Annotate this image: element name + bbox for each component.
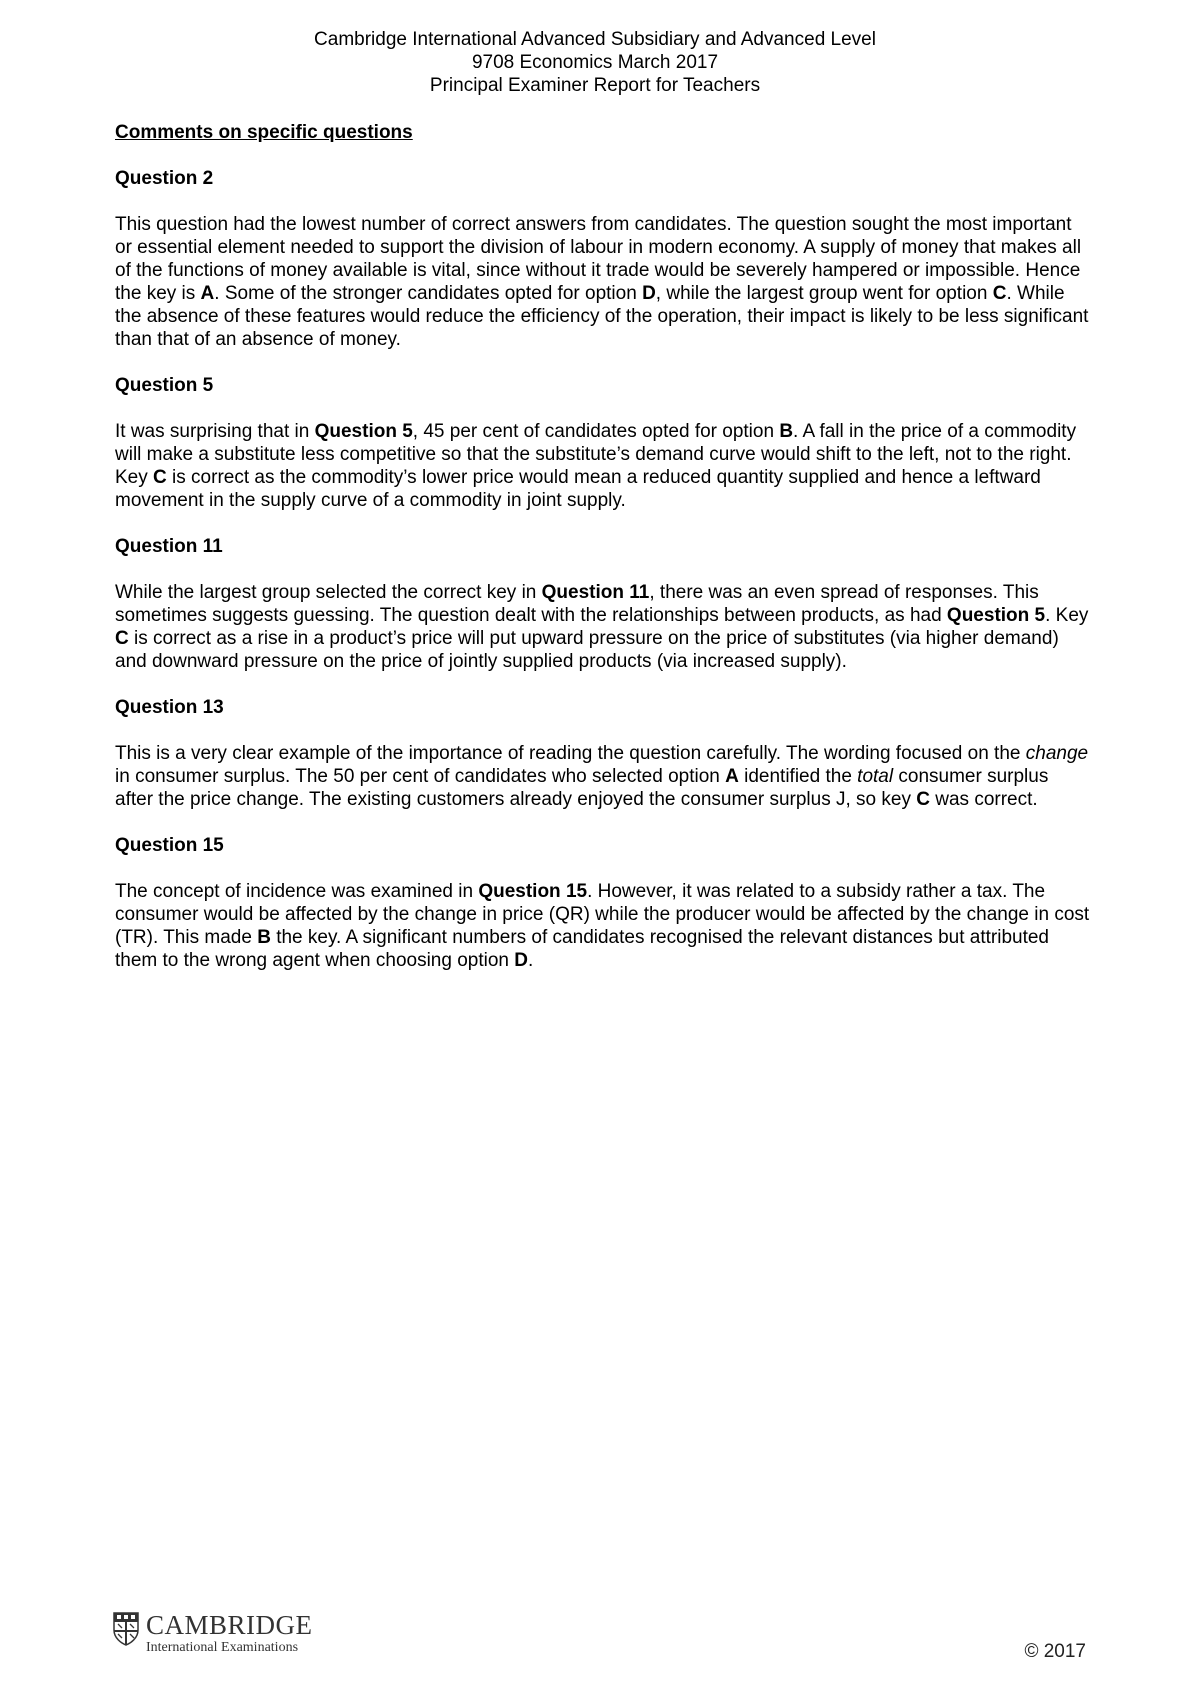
text-segment: . Some of the stronger candidates opted for option — [214, 283, 643, 304]
text-segment: It was surprising that in — [115, 421, 315, 442]
header-line-3: Principal Examiner Report for Teachers — [429, 75, 761, 96]
question-comment — [115, 581, 1090, 673]
question-comment — [115, 880, 1090, 972]
bold-text: Question 11 — [541, 582, 650, 603]
bold-text: B — [779, 421, 794, 442]
page-header — [0, 28, 1190, 97]
logo-wordmark: CAMBRIDGE — [146, 1610, 313, 1640]
italic-text: total — [857, 766, 894, 787]
bold-text: A — [725, 766, 739, 787]
bold-text: Question 5 — [946, 605, 1046, 626]
text-segment: , there was an even spread of responses. This sometimes suggests guessing. The question dealt with the relationships between products, as had — [115, 582, 1039, 626]
text-segment: This is a very clear example of the importance of reading the question carefully. The wording focused on the — [115, 743, 1026, 764]
text-segment: While the largest group selected the correct key in — [115, 582, 542, 603]
section-heading: Comments on specific questions — [115, 122, 413, 143]
questions-list — [115, 167, 1090, 972]
question-title: Question 5 — [115, 375, 214, 396]
bold-text: C — [916, 789, 930, 810]
question-comment — [115, 742, 1090, 811]
text-segment: is correct as the commodity’s lower price would mean a reduced quantity supplied and hence a leftward movement in the supply curve of a commodity in joint supply. — [115, 467, 1041, 511]
question-comment — [115, 420, 1090, 512]
text-segment: , while the largest group went for option — [655, 283, 993, 304]
text-segment: . A fall in the price of a commodity will make a substitute less competitive so that the substitute’s demand curve would shift to the left, not to the right. Key — [115, 421, 1077, 488]
bold-text: B — [257, 927, 271, 948]
text-segment: , 45 per cent of candidates opted for option — [412, 421, 780, 442]
text-segment: . Key — [1045, 605, 1089, 626]
bold-text: D — [642, 283, 656, 304]
text-segment: identified the — [738, 766, 858, 787]
question-title: Question 2 — [115, 168, 214, 189]
bold-text: C — [115, 628, 129, 649]
text-segment: in consumer surplus. The 50 per cent of candidates who selected option — [115, 766, 726, 787]
text-segment: consumer surplus after the price change. The existing customers already enjoyed the consumer surplus J, so key — [115, 766, 1049, 810]
italic-text: change — [1025, 743, 1089, 764]
logo-subtitle: International Examinations — [146, 1640, 299, 1655]
text-segment: is correct as a rise in a product’s price will put upward pressure on the price of substitutes (via higher demand) and downward pressure on the price of jointly supplied products (via increased supply). — [115, 628, 1059, 672]
bold-text: Question 15 — [478, 881, 588, 902]
cambridge-shield-icon — [113, 1612, 139, 1646]
report-content — [115, 121, 1090, 995]
text-segment: . While the absence of these features would reduce the efficiency of the operation, their impact is likely to be less significant than that of an absence of money. — [115, 283, 1089, 350]
bold-text: Question 5 — [314, 421, 413, 442]
text-segment: . However, it was related to a subsidy rather a tax. The consumer would be affected by the change in price (QR) while the producer would be affected by the change in cost (TR). This made — [115, 881, 1090, 948]
text-segment: The concept of incidence was examined in — [115, 881, 479, 902]
question-title: Question 13 — [115, 697, 224, 718]
text-segment: the key. A significant numbers of candidates recognised the relevant distances but attributed them to the wrong agent when choosing option — [115, 927, 1049, 971]
bold-text: C — [153, 467, 167, 488]
question-title: Question 15 — [115, 835, 224, 856]
header-line-2: 9708 Economics March 2017 — [471, 52, 719, 73]
header-line-1: Cambridge International Advanced Subsidiary and Advanced Level — [314, 29, 876, 50]
question-comment — [115, 213, 1090, 351]
bold-text: A — [200, 283, 215, 304]
text-segment: This question had the lowest number of correct answers from candidates. The question sought the most important or essential element needed to support the division of labour in modern economy. A supply of money that makes all of the functions of money available is vital, since without it trade would be severely hampered or impossible. Hence the key is — [115, 214, 1082, 304]
question-title: Question 11 — [115, 536, 223, 557]
text-segment: . — [528, 950, 534, 971]
bold-text: C — [992, 283, 1007, 304]
bold-text: D — [514, 950, 529, 971]
text-segment: was correct. — [929, 789, 1038, 810]
cambridge-logo — [113, 1612, 313, 1655]
copyright-notice: © 2017 — [1024, 1641, 1086, 1662]
